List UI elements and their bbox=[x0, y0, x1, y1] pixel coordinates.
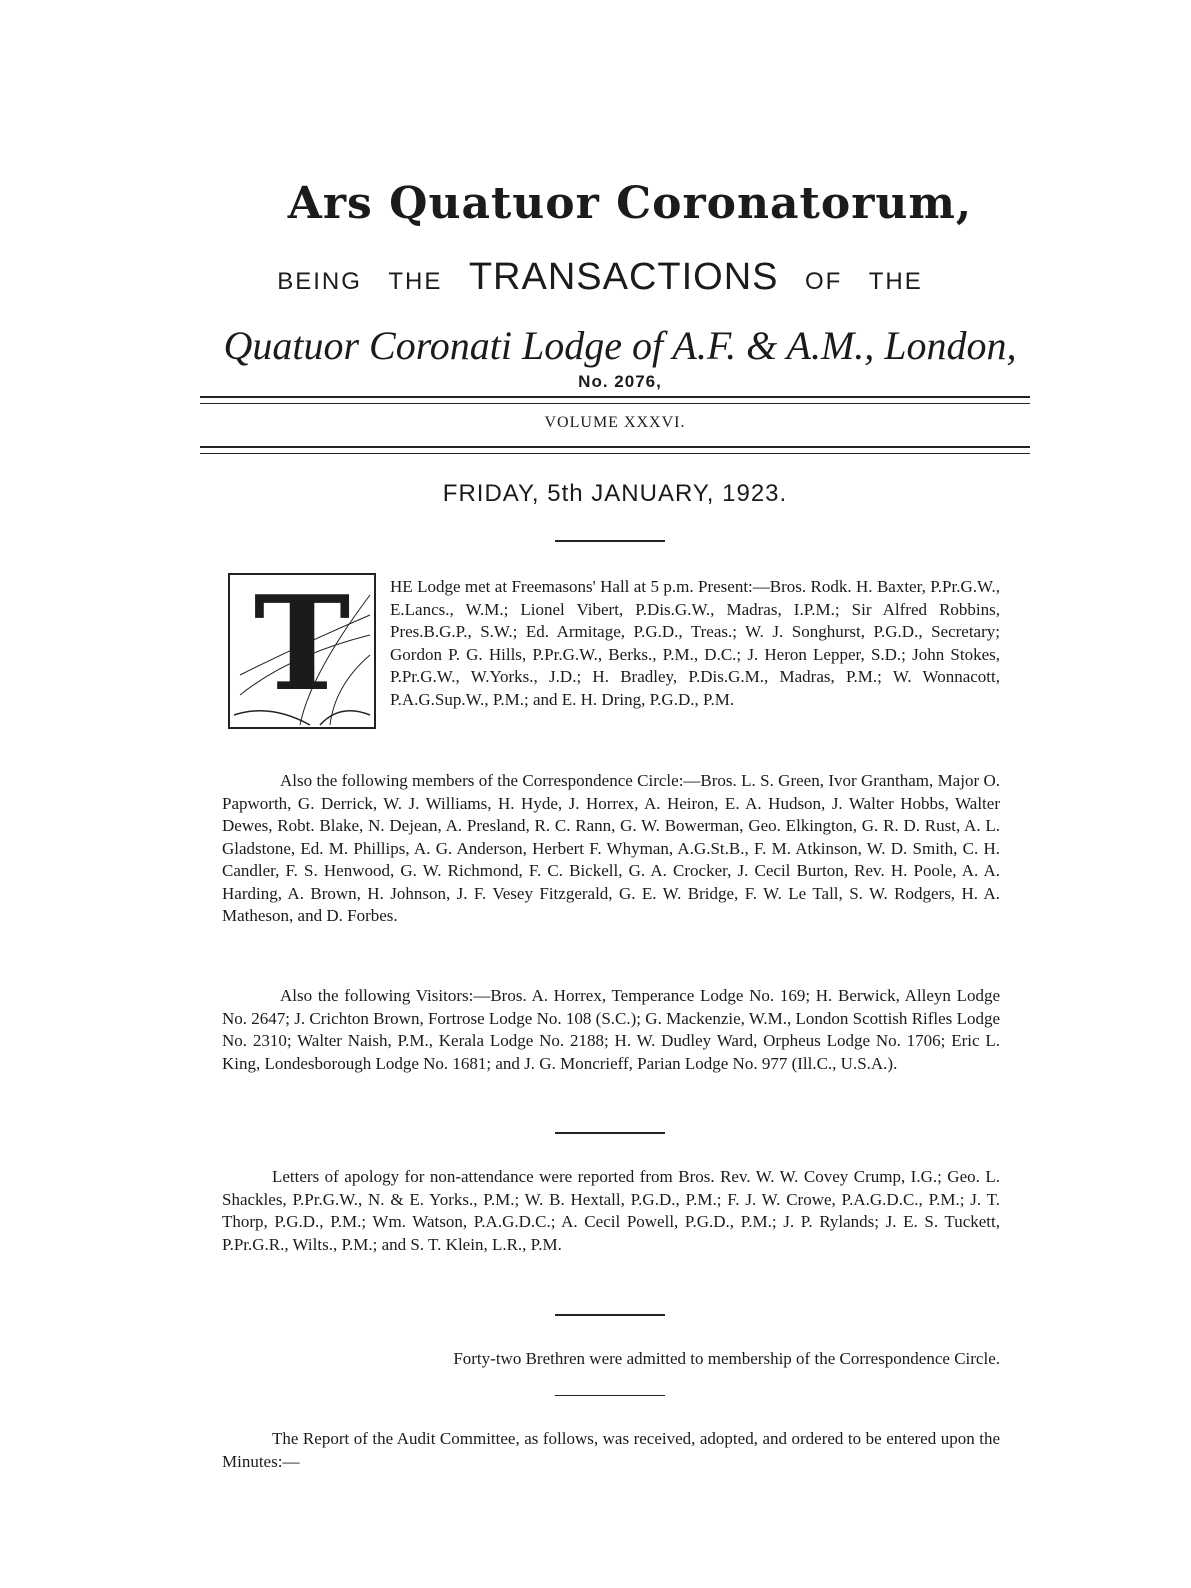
journal-title: Ars Quatuor Coronatorum, bbox=[287, 178, 973, 229]
subtitle-being: BEING bbox=[277, 268, 362, 295]
divider bbox=[555, 1132, 665, 1134]
audit-paragraph: The Report of the Audit Committee, as follows, was received, adopted, and ordered to be entered upon the Minutes:— bbox=[222, 1429, 1000, 1471]
admitted-paragraph: Forty-two Brethren were admitted to membership of the Correspondence Circle. bbox=[453, 1349, 1000, 1368]
divider bbox=[555, 1314, 665, 1316]
subtitle-the-2: THE bbox=[868, 268, 923, 295]
volume-label: VOLUME XXXVI. bbox=[544, 414, 686, 431]
subtitle-transactions: TRANSACTIONS bbox=[468, 256, 779, 298]
visitors-paragraph: Also the following Visitors:—Bros. A. Horrex, Temperance Lodge No. 169; H. Berwick, Alleyn Lodge No. 2647; J. Crichton Brown, Fortrose Lodge No. 108 (S.C.); G. Mackenzie, W.M., London Scottish Rifles Lodge No. 2310; Walter Naish, P.M., Kerala Lodge No. 2188; H. W. Dudley Ward, Orpheus Lodge No. 1706; Eric L. King, Londesborough Lodge No. 1681; and J. G. Moncrieff, Parian Lodge No. 977 (Ill.C., U.S.A.). bbox=[222, 986, 1000, 1073]
journal-subtitle bbox=[220, 256, 980, 299]
meeting-date: FRIDAY, 5th JANUARY, 1923. bbox=[442, 480, 788, 507]
divider bbox=[555, 540, 665, 542]
rule-top bbox=[200, 396, 1030, 404]
correspondence-paragraph: Also the following members of the Correspondence Circle:—Bros. L. S. Green, Ivor Grantham, Major O. Papworth, G. Derrick, W. J. Williams, H. Hyde, J. Horrex, A. Heiron, E. A. Hudson, J. Walter Hobbs, Walter Dewes, Robt. Blake, N. Dejean, A. Presland, R. C. Rann, G. W. Bowerman, Geo. Elkington, G. R. D. Rust, A. L. Gladstone, Ed. M. Phillips, A. G. Anderson, Herbert F. Whyman, A.G.St.B., F. M. Atkinson, W. D. Smith, C. H. Candler, F. S. Henwood, G. W. Richmond, F. C. Bickell, G. A. Crocker, J. Cecil Burton, Rev. H. Poole, A. A. Harding, A. Brown, H. Johnson, J. F. Vesey Fitzgerald, G. E. W. Bridge, F. W. Le Tall, S. W. Rodgers, H. A. Matheson, and D. Forbes. bbox=[222, 771, 1000, 925]
lodge-name: Quatuor Coronati Lodge of A.F. & A.M., London, bbox=[223, 323, 1017, 368]
apology-paragraph: Letters of apology for non-attendance were reported from Bros. Rev. W. W. Covey Crump, I.G.; Geo. L. Shackles, P.Pr.G.W., N. & E. Yorks., P.M.; W. B. Hextall, P.G.D., P.M.; F. J. W. Crowe, P.A.G.D.C., P.M.; J. T. Thorp, P.G.D., P.M.; Wm. Watson, P.A.G.D.C.; A. Cecil Powell, P.G.D., P.M.; J. P. Rylands; J. E. S. Tuckett, P.Pr.G.R., Wilts., P.M.; and S. T. Klein, L.R., P.M. bbox=[222, 1167, 1000, 1254]
rule-bottom bbox=[200, 446, 1030, 454]
drop-cap-letter: T bbox=[253, 567, 351, 720]
lodge-number: No. 2076, bbox=[578, 372, 662, 391]
subtitle-the: THE bbox=[388, 268, 443, 295]
drop-cap-illustration bbox=[228, 567, 376, 729]
divider bbox=[555, 1395, 665, 1396]
subtitle-of: OF bbox=[804, 268, 843, 295]
present-paragraph: HE Lodge met at Freemasons' Hall at 5 p.m. Present:—Bros. Rodk. H. Baxter, P.Pr.G.W., E.Lancs., W.M.; Lionel Vibert, P.Dis.G.W., Madras, I.P.M.; Sir Alfred Robbins, Pres.B.G.P., S.W.; Ed. Armitage, P.G.D., Treas.; W. J. Songhurst, P.G.D., Secretary; Gordon P. G. Hills, P.Pr.G.W., Berks., P.M., D.C.; J. Heron Lepper, S.D.; John Stokes, P.Pr.G.W., W.Yorks., J.D.; H. Bradley, P.Dis.G.M., Madras, P.M.; W. Wonnacott, P.A.G.Sup.W., P.M.; and E. H. Dring, P.G.D., P.M. bbox=[390, 577, 1000, 709]
